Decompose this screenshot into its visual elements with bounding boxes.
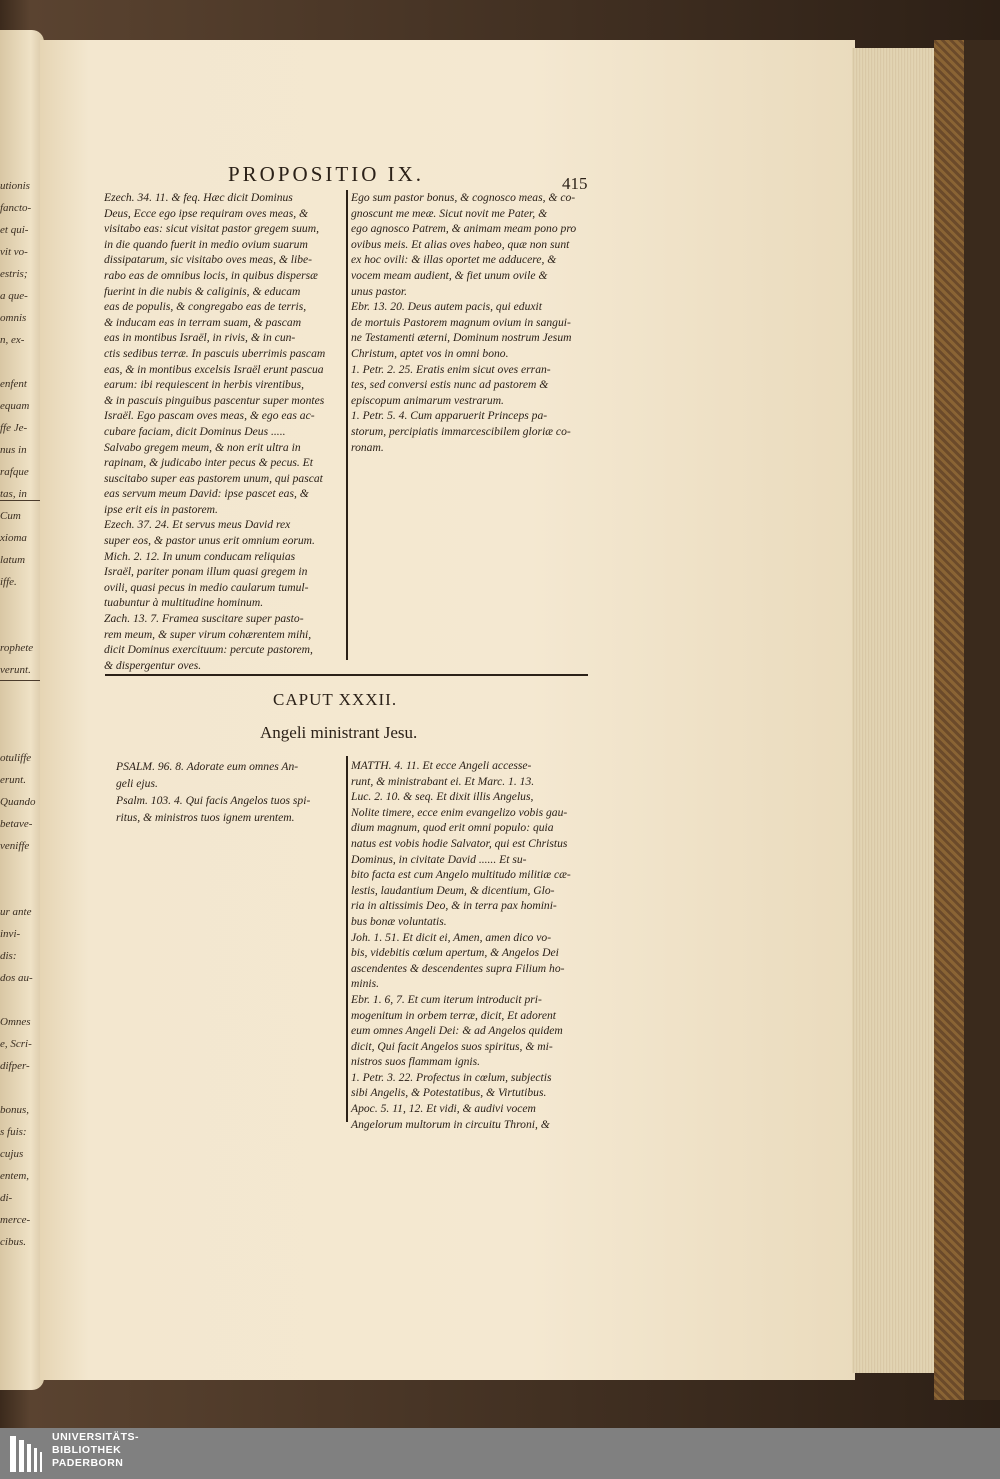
left-fragment-line: Quando bbox=[0, 796, 36, 808]
text-line: 1. Petr. 5. 4. Cum apparuerit Princeps pa- bbox=[351, 409, 548, 423]
text-line: Ezech. 37. 24. Et servus meus David rex bbox=[104, 518, 291, 532]
text-line: natus est vobis hodie Salvator, qui est Christus bbox=[351, 836, 568, 850]
left-fragment-line: entem, bbox=[0, 1170, 30, 1182]
text-line: rabo eas de omnibus locis, in quibus dispersæ bbox=[104, 268, 318, 282]
left-fragment-line: s fuis: bbox=[0, 1126, 27, 1138]
left-fragment-line: difper- bbox=[0, 1060, 30, 1072]
text-line: Ego sum pastor bonus, & cognosco meas, & co- bbox=[351, 191, 576, 204]
left-fragment-line: dos au- bbox=[0, 972, 33, 984]
text-line: visitabo eas: sicut visitat pastor gregem suum, bbox=[104, 222, 320, 236]
text-line: ipse erit eis in pastorem. bbox=[104, 502, 218, 516]
text-line: rapinam, & judicabo inter pecus & pecus. Et bbox=[104, 456, 313, 470]
text-line: dissipatarum, sic visitabo oves meas, & libe- bbox=[104, 253, 313, 267]
text-line: ex hoc ovili: & illas oportet me adducere, & bbox=[351, 253, 557, 267]
left-fragment-line: estris; bbox=[0, 268, 28, 280]
text-line: Mich. 2. 12. In unum conducam reliquias bbox=[104, 549, 296, 563]
left-fragment-line: Cum bbox=[0, 510, 21, 522]
text-line: Deus, Ecce ego ipse requiram oves meas, & bbox=[104, 206, 309, 220]
page-number: 415 bbox=[562, 174, 588, 193]
text-line: tes, sed conversi estis nunc ad pastorem & bbox=[351, 378, 549, 392]
column-d bbox=[351, 758, 571, 1132]
left-fragment-line: tas, in bbox=[0, 488, 27, 500]
text-line: ctis sedibus terræ. In pascuis uberrimis pascam bbox=[104, 346, 326, 360]
text-line: dicit Dominus exercituum: percute pastorem, bbox=[104, 643, 313, 657]
text-line: nistros suos flammam ignis. bbox=[351, 1055, 481, 1069]
column-divider-top bbox=[346, 190, 348, 660]
text-line: episcopum animarum vestrarum. bbox=[351, 393, 504, 407]
left-fragment-line: veniffe bbox=[0, 840, 30, 852]
left-fragment-line: nus in bbox=[0, 444, 27, 456]
left-fragment-line: Omnes bbox=[0, 1016, 31, 1028]
left-fragment-line: a que- bbox=[0, 290, 28, 302]
text-line: Nolite timere, ecce enim evangelizo vobis gau- bbox=[351, 805, 568, 819]
text-line: rem meum, & super virum cohærentem mihi, bbox=[104, 627, 312, 641]
left-fragment-line: ur ante bbox=[0, 906, 32, 918]
text-line: Dominus, in civitate David ...... Et su- bbox=[351, 852, 527, 866]
text-line: & in pascuis pinguibus pascentur super montes bbox=[104, 393, 325, 407]
left-fragment-line: fancto- bbox=[0, 202, 32, 214]
library-logo-icon bbox=[6, 1432, 46, 1476]
text-line: ovili, quasi pecus in medio caularum tumul- bbox=[104, 580, 309, 594]
left-fragment-line: utionis bbox=[0, 180, 30, 192]
left-fragment-line: vit vo- bbox=[0, 246, 28, 258]
left-fragment-line: otuliffe bbox=[0, 752, 32, 764]
text-line: Salvabo gregem meum, & non erit ultra in bbox=[104, 440, 301, 454]
text-line: ne Testamenti æterni, Dominum nostrum Jesum bbox=[351, 331, 572, 345]
text-line: super eos, & pastor unus erit omnium eorum. bbox=[104, 534, 315, 548]
text-line: MATTH. 4. 11. Et ecce Angeli accesse- bbox=[351, 759, 532, 772]
left-fragment-line: erunt. bbox=[0, 774, 26, 786]
text-line: PSALM. 96. 8. Adorate eum omnes An- bbox=[116, 760, 299, 773]
text-line: de mortuis Pastorem magnum ovium in sangui- bbox=[351, 315, 571, 329]
left-fragment-line: xioma bbox=[0, 532, 27, 544]
left-fragment-line: enfent bbox=[0, 378, 27, 390]
chapter-subtitle: Angeli ministrant Jesu. bbox=[260, 723, 418, 742]
left-fragment-line: cibus. bbox=[0, 1236, 26, 1248]
text-line: ego agnosco Patrem, & animam meam pono pro bbox=[351, 222, 577, 236]
text-line: ascendentes & descendentes supra Filium ho- bbox=[351, 961, 565, 975]
text-line: bito facta est cum Angelo multitudo militiæ cæ- bbox=[351, 868, 571, 882]
left-fragment-line: n, ex- bbox=[0, 334, 25, 346]
text-line: earum: ibi requiescent in herbis virentibus, bbox=[104, 378, 305, 392]
text-line: eas in montibus Israël, in rivis, & in cun- bbox=[104, 331, 296, 345]
text-line: Israël. Ego pascam oves meas, & ego eas ac- bbox=[104, 409, 315, 423]
left-fragment-line: rophete bbox=[0, 642, 34, 654]
text-line: Luc. 2. 10. & seq. Et dixit illis Angelus, bbox=[351, 790, 534, 804]
text-line: mogenitum in orbem terræ, dicit, Et adorent bbox=[351, 1008, 557, 1022]
left-fragment-line: ffe Je- bbox=[0, 422, 28, 434]
column-divider-bottom bbox=[346, 756, 348, 1122]
left-fragment-line: e, Scri- bbox=[0, 1038, 32, 1050]
left-fragment-line: omnis bbox=[0, 312, 27, 324]
text-line: Ebr. 13. 20. Deus autem pacis, qui eduxit bbox=[351, 300, 542, 314]
footer-line-1: UNIVERSITÄTS- bbox=[52, 1431, 140, 1443]
text-line: cubare faciam, dicit Dominus Deus ..... bbox=[104, 424, 286, 438]
left-fragment-line: bonus, bbox=[0, 1104, 30, 1116]
left-fragment-line: latum bbox=[0, 554, 26, 566]
page-heading: PROPOSITIO IX. bbox=[228, 162, 425, 186]
left-page-rule bbox=[0, 500, 40, 501]
text-line: in die quando fuerit in medio ovium suarum bbox=[104, 237, 308, 251]
footer-line-3: PADERBORN bbox=[52, 1457, 124, 1469]
text-line: ronam. bbox=[351, 440, 384, 454]
text-line: Apoc. 5. 11, 12. Et vidi, & audivi vocem bbox=[351, 1102, 536, 1116]
library-footer bbox=[0, 1428, 1000, 1479]
left-fragment-line: verunt. bbox=[0, 664, 31, 676]
left-page-fragment bbox=[0, 30, 44, 1390]
text-line: Ezech. 34. 11. & feq. Hæc dicit Dominus bbox=[104, 191, 293, 204]
text-line: dium magnum, quod erit omni populo: quia bbox=[351, 821, 554, 835]
text-line: bus bonæ voluntatis. bbox=[351, 914, 447, 928]
section-rule bbox=[105, 674, 588, 676]
text-line: Christum, aptet vos in omni bono. bbox=[351, 346, 509, 360]
text-line: Israël, pariter ponam illum quasi gregem in bbox=[104, 565, 308, 579]
left-fragment-line: cujus bbox=[0, 1148, 24, 1160]
column-a bbox=[104, 190, 325, 673]
text-line: eum omnes Angeli Dei: & ad Angelos quidem bbox=[351, 1024, 563, 1038]
text-line: Psalm. 103. 4. Qui facis Angelos tuos spi- bbox=[116, 794, 311, 807]
text-line: Angelorum multorum in circuitu Throni, & bbox=[351, 1117, 550, 1131]
text-line: ovibus meis. Et alias oves habeo, quæ non sunt bbox=[351, 237, 570, 251]
text-line: & dispergentur oves. bbox=[104, 658, 202, 672]
left-fragment-line: merce- bbox=[0, 1214, 31, 1226]
text-line: eas servum meum David: ipse pascet eas, & bbox=[104, 487, 309, 501]
text-line: minis. bbox=[351, 977, 380, 991]
text-line: gnoscunt me meæ. Sicut novit me Pater, & bbox=[351, 206, 548, 220]
text-line: Ebr. 1. 6, 7. Et cum iterum introducit pri- bbox=[351, 992, 542, 1006]
text-line: ritus, & ministros tuos ignem urentem. bbox=[116, 811, 295, 824]
library-name bbox=[52, 1431, 139, 1470]
text-line: geli ejus. bbox=[116, 777, 158, 790]
left-fragment-line: equam bbox=[0, 400, 30, 412]
left-page-rule bbox=[0, 680, 40, 681]
text-line: suscitabo super eas pastorem unum, qui pascat bbox=[104, 471, 323, 485]
text-line: storum, percipiatis immarcescibilem gloriæ co- bbox=[351, 424, 571, 438]
text-line: Joh. 1. 51. Et dicit ei, Amen, amen dico vo- bbox=[351, 930, 552, 944]
text-line: dicit, Qui facit Angelos suos spiritus, & mi- bbox=[351, 1039, 553, 1053]
text-line: 1. Petr. 2. 25. Eratis enim sicut oves erran- bbox=[351, 362, 551, 376]
text-line: eas de populis, & congregabo eas de terris, bbox=[104, 300, 307, 314]
text-line: unus pastor. bbox=[351, 284, 408, 298]
footer-line-2: BIBLIOTHEK bbox=[52, 1444, 122, 1456]
text-line: sibi Angelis, & Potestatibus, & Virtutibus. bbox=[351, 1086, 547, 1100]
book-cover-edge bbox=[934, 40, 964, 1400]
column-c bbox=[116, 758, 310, 826]
text-line: Zach. 13. 7. Framea suscitare super pasto- bbox=[104, 612, 304, 626]
left-fragment-line: et qui- bbox=[0, 224, 29, 236]
book-cover-dark bbox=[964, 40, 1000, 1400]
column-b bbox=[351, 190, 576, 455]
text-line: fuerint in die nubis & caliginis, & educam bbox=[104, 284, 301, 298]
left-fragment-line: di- bbox=[0, 1192, 13, 1204]
left-fragment-line: invi- bbox=[0, 928, 21, 940]
left-fragment-line: rafque bbox=[0, 466, 29, 478]
text-line: tuabuntur à multitudine hominum. bbox=[104, 596, 264, 610]
text-line: 1. Petr. 3. 22. Profectus in cœlum, subjectis bbox=[351, 1070, 552, 1084]
left-fragment-line: dis: bbox=[0, 950, 17, 962]
page-edges bbox=[852, 48, 936, 1373]
text-line: runt, & ministrabant ei. Et Marc. 1. 13. bbox=[351, 774, 535, 788]
text-line: & inducam eas in terram suam, & pascam bbox=[104, 315, 302, 329]
text-line: vocem meam audient, & fiet unum ovile & bbox=[351, 268, 548, 282]
text-line: eas, & in montibus excelsis Israël erunt pascua bbox=[104, 362, 324, 376]
text-line: bis, videbitis cœlum apertum, & Angelos Dei bbox=[351, 946, 559, 960]
chapter-title: CAPUT XXXII. bbox=[273, 690, 398, 709]
text-line: lestis, laudantium Deum, & dicentium, Glo- bbox=[351, 883, 555, 897]
text-line: ria in altissimis Deo, & in terra pax homini- bbox=[351, 899, 557, 913]
left-fragment-line: betave- bbox=[0, 818, 33, 830]
left-fragment-line: iffe. bbox=[0, 576, 17, 588]
